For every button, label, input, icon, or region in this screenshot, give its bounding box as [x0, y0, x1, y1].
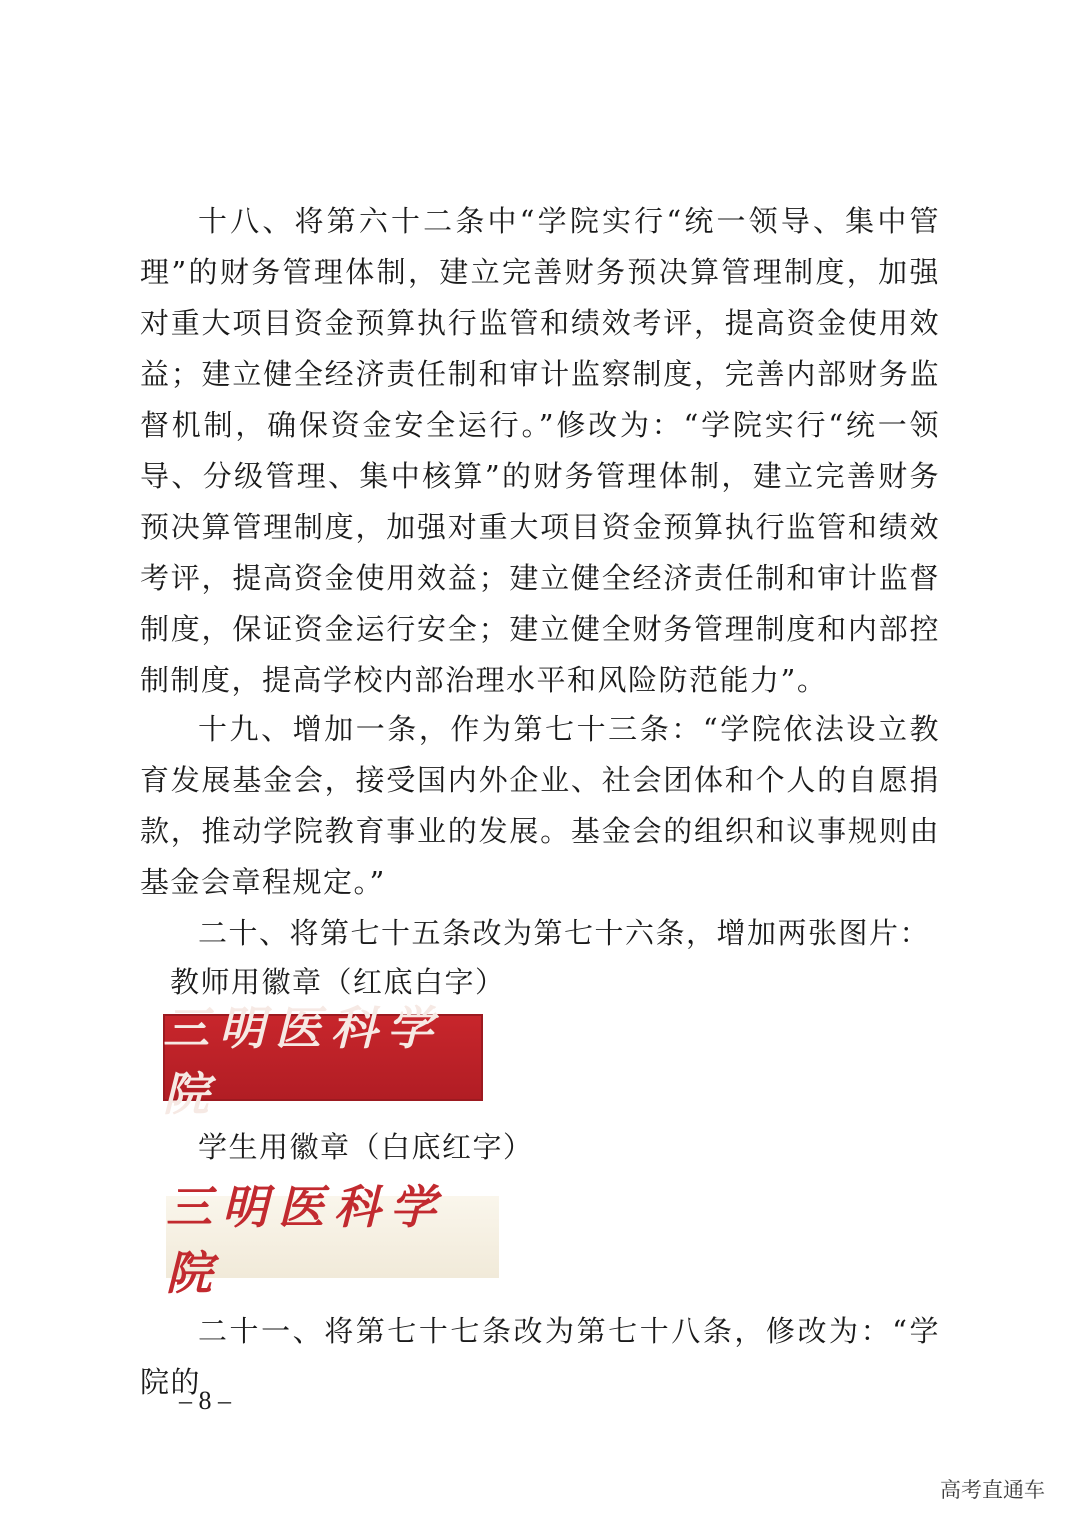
paragraph-item-21: 二十一、将第七十七条改为第七十八条，修改为：“学院的 [140, 1314, 940, 1399]
page-number: – 8 – [179, 1386, 231, 1415]
watermark-text: 高考直通车 [940, 1479, 1045, 1502]
teacher-badge-image [163, 1000, 483, 1121]
teacher-badge-text: 三明医科学院 [163, 1000, 443, 1121]
student-badge-caption: 学生用徽章（白底红字） [198, 1130, 534, 1164]
paragraph-item-20: 二十、将第七十五条改为第七十六条，增加两张图片： [198, 916, 931, 950]
teacher-badge-caption: 教师用徽章（红底白字） [170, 965, 506, 999]
student-badge-image [166, 1180, 499, 1300]
paragraph-item-19: 十九、增加一条，作为第七十三条：“学院依法设立教育发展基金会，接受国内外企业、社会团体和个人的自愿捐款，推动学院教育事业的发展。基金会的组织和议事规则由基金会章程规定。” [140, 712, 940, 899]
student-badge-text: 三明医科学院 [166, 1180, 446, 1300]
paragraph-item-18: 十八、将第六十二条中“学院实行“统一领导、集中管理”的财务管理体制，建立完善财务预决算管理制度，加强对重大项目资金预算执行监管和绩效考评，提高资金使用效益；建立健全经济责任制和审计监察制度，完善内部财务监督机制，确保资金安全运行。”修改为：“学院实行“统一领导、分级管理、集中核算”的财务管理体制，建立完善财务预决算管理制度，加强对重大项目资金预算执行监管和绩效考评，提高资金使用效益；建立健全经济责任制和审计监督制度，保证资金运行安全；建立健全财务管理制度和内部控制制度，提高学校内部治理水平和风险防范能力”。 [140, 204, 940, 697]
